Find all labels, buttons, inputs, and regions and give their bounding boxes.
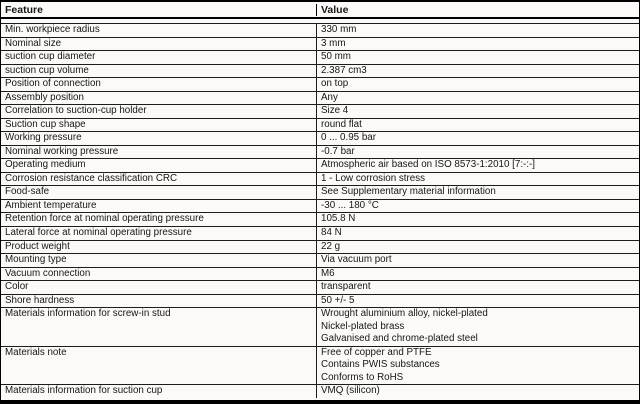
feature-label: Food-safe bbox=[5, 186, 50, 198]
value-cell bbox=[317, 213, 639, 226]
table-row bbox=[1, 146, 639, 160]
value-cell bbox=[317, 173, 639, 186]
value-line: 84 N bbox=[321, 226, 342, 238]
value-cell bbox=[317, 241, 639, 254]
feature-cell bbox=[1, 385, 317, 398]
value-line: 50 mm bbox=[321, 51, 351, 63]
feature-cell bbox=[1, 159, 317, 172]
value-line: -0.7 bar bbox=[321, 145, 355, 157]
value-cell bbox=[317, 146, 639, 159]
table-row bbox=[1, 65, 639, 79]
feature-label: suction cup volume bbox=[5, 64, 89, 76]
feature-label: Assembly position bbox=[5, 91, 84, 103]
value-cell bbox=[317, 51, 639, 64]
value-line: M6 bbox=[321, 267, 335, 279]
feature-label: Suction cup shape bbox=[5, 118, 86, 130]
table-row bbox=[1, 227, 639, 241]
value-cell bbox=[317, 347, 639, 385]
table-row bbox=[1, 92, 639, 106]
feature-cell bbox=[1, 186, 317, 199]
table-row bbox=[1, 159, 639, 173]
feature-label: Ambient temperature bbox=[5, 199, 97, 211]
value-line: 50 +/- 5 bbox=[321, 294, 355, 306]
value-line: Conforms to RoHS bbox=[321, 371, 404, 383]
value-cell bbox=[317, 200, 639, 213]
table-row bbox=[1, 186, 639, 200]
value-cell bbox=[317, 132, 639, 145]
value-line: transparent bbox=[321, 281, 371, 293]
value-cell bbox=[317, 65, 639, 78]
value-line: See Supplementary material information bbox=[321, 186, 496, 198]
feature-label: Mounting type bbox=[5, 254, 67, 266]
feature-cell bbox=[1, 92, 317, 105]
value-cell bbox=[317, 92, 639, 105]
table-row bbox=[1, 347, 639, 386]
feature-cell bbox=[1, 295, 317, 308]
feature-cell bbox=[1, 241, 317, 254]
value-cell bbox=[317, 24, 639, 37]
value-line: round flat bbox=[321, 118, 362, 130]
value-cell bbox=[317, 186, 639, 199]
feature-label: Lateral force at nominal operating pressure bbox=[5, 226, 192, 238]
value-line: Contains PWIS substances bbox=[321, 359, 440, 371]
value-line: Atmospheric air based on ISO 8573-1:2010 [7:-:-] bbox=[321, 159, 536, 171]
feature-cell bbox=[1, 119, 317, 132]
value-cell bbox=[317, 38, 639, 51]
feature-label: Vacuum connection bbox=[5, 267, 91, 279]
value-line: VMQ (silicon) bbox=[321, 385, 380, 397]
feature-cell bbox=[1, 173, 317, 186]
feature-label: Nominal working pressure bbox=[5, 145, 119, 157]
table-row bbox=[1, 38, 639, 52]
value-line: 3 mm bbox=[321, 37, 346, 49]
value-line: Via vacuum port bbox=[321, 254, 392, 266]
feature-label: Working pressure bbox=[5, 132, 82, 144]
value-cell bbox=[317, 254, 639, 267]
table-row bbox=[1, 51, 639, 65]
value-line: 0 ... 0.95 bar bbox=[321, 132, 377, 144]
table-row bbox=[1, 268, 639, 282]
feature-cell bbox=[1, 105, 317, 118]
table-row bbox=[1, 213, 639, 227]
table-row bbox=[1, 281, 639, 295]
feature-cell bbox=[1, 213, 317, 226]
value-line: Size 4 bbox=[321, 105, 349, 117]
feature-cell bbox=[1, 200, 317, 213]
table-row bbox=[1, 24, 639, 38]
feature-cell bbox=[1, 51, 317, 64]
feature-label: suction cup diameter bbox=[5, 51, 96, 63]
column-header-value: Value bbox=[321, 3, 349, 16]
value-line: 2.387 cm3 bbox=[321, 64, 367, 76]
table-row bbox=[1, 173, 639, 187]
feature-label: Nominal size bbox=[5, 37, 62, 49]
feature-label: Materials note bbox=[5, 346, 67, 358]
feature-cell bbox=[1, 24, 317, 37]
table-row bbox=[1, 254, 639, 268]
value-cell bbox=[317, 308, 639, 346]
value-line: Galvanised and chrome-plated steel bbox=[321, 333, 478, 345]
feature-label: Shore hardness bbox=[5, 294, 75, 306]
table-row bbox=[1, 308, 639, 347]
value-cell bbox=[317, 295, 639, 308]
feature-label: Color bbox=[5, 281, 29, 293]
feature-label: Materials information for suction cup bbox=[5, 385, 163, 397]
table-row bbox=[1, 241, 639, 255]
table-row bbox=[1, 200, 639, 214]
feature-cell bbox=[1, 227, 317, 240]
feature-cell bbox=[1, 268, 317, 281]
value-cell bbox=[317, 105, 639, 118]
feature-label: Corrosion resistance classification CRC bbox=[5, 172, 178, 184]
table-row bbox=[1, 105, 639, 119]
value-cell bbox=[317, 385, 639, 398]
value-line: 22 g bbox=[321, 240, 341, 252]
value-line: Wrought aluminium alloy, nickel-plated bbox=[321, 308, 488, 320]
value-line: 105.8 N bbox=[321, 213, 356, 225]
value-cell bbox=[317, 227, 639, 240]
value-cell bbox=[317, 78, 639, 91]
feature-cell bbox=[1, 281, 317, 294]
value-cell bbox=[317, 159, 639, 172]
feature-label: Product weight bbox=[5, 240, 70, 252]
feature-cell bbox=[1, 132, 317, 145]
value-cell bbox=[317, 268, 639, 281]
feature-label: Min. workpiece radius bbox=[5, 24, 100, 35]
table-row bbox=[1, 295, 639, 309]
table-row bbox=[1, 119, 639, 133]
column-header-feature: Feature bbox=[1, 4, 317, 16]
feature-label: Correlation to suction-cup holder bbox=[5, 105, 147, 117]
table-row bbox=[1, 78, 639, 92]
table-row bbox=[1, 132, 639, 146]
feature-label: Retention force at nominal operating pressure bbox=[5, 213, 204, 225]
value-line: Free of copper and PTFE bbox=[321, 346, 432, 358]
feature-cell bbox=[1, 347, 317, 385]
feature-cell bbox=[1, 254, 317, 267]
value-line: Nickel-plated brass bbox=[321, 320, 405, 332]
table-header-row bbox=[1, 2, 639, 19]
value-line: 330 mm bbox=[321, 24, 357, 35]
feature-label: Position of connection bbox=[5, 78, 101, 90]
value-line: Any bbox=[321, 91, 338, 103]
feature-cell bbox=[1, 146, 317, 159]
value-line: -30 ... 180 °C bbox=[321, 199, 379, 211]
table-body bbox=[1, 24, 639, 398]
value-line: 1 - Low corrosion stress bbox=[321, 172, 425, 184]
feature-label: Materials information for screw-in stud bbox=[5, 308, 171, 320]
feature-cell bbox=[1, 38, 317, 51]
table-row bbox=[1, 385, 639, 398]
feature-label: Operating medium bbox=[5, 159, 86, 171]
feature-cell bbox=[1, 308, 317, 346]
value-line: on top bbox=[321, 78, 349, 90]
value-cell bbox=[317, 119, 639, 132]
value-cell bbox=[317, 281, 639, 294]
feature-cell bbox=[1, 78, 317, 91]
feature-cell bbox=[1, 65, 317, 78]
